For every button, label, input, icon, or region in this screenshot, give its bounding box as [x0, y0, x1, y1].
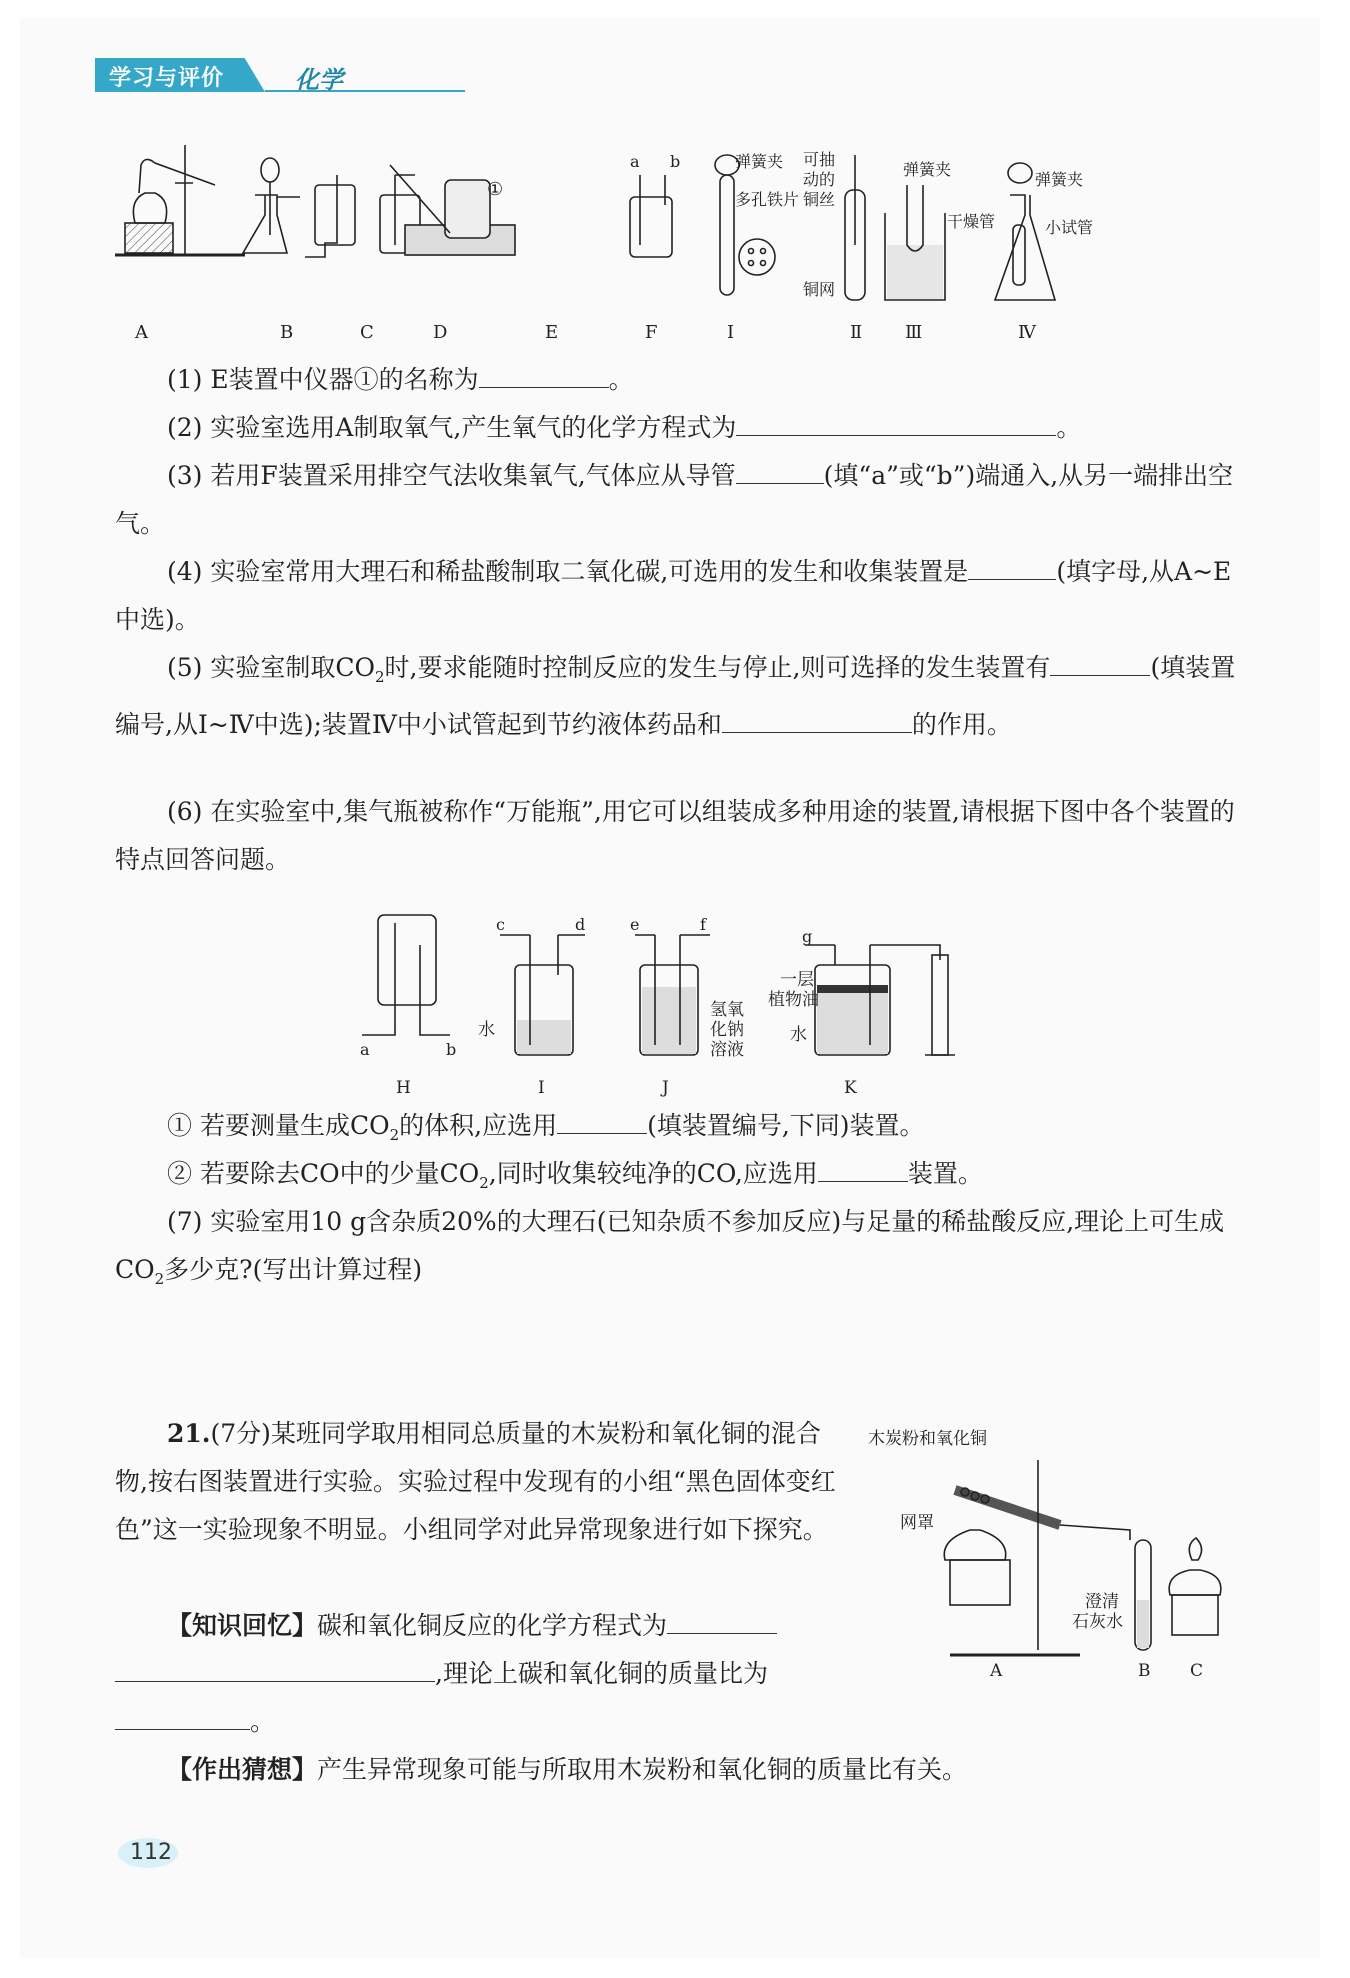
question-5-text-a: (5) 实验室制取CO — [167, 653, 375, 682]
apparatus-i-bottle — [500, 935, 585, 1055]
answer-blank-21b[interactable] — [115, 1657, 435, 1682]
question-6-1: ① 若要测量生成$CO_2$的体积,应选用 (填装置编号,下同)装置。 — [167, 1111, 925, 1144]
fig3-label-b: B — [1138, 1661, 1151, 1680]
label-ii: Ⅱ — [850, 322, 863, 343]
callout-movable-3: 铜丝 — [803, 190, 836, 209]
question-21-number: 21. — [167, 1419, 211, 1448]
fig3-title: 木炭粉和氧化铜 — [868, 1429, 987, 1449]
port-a: a — [630, 152, 640, 171]
label-water-k: 水 — [790, 1025, 807, 1045]
question-2-text: (2) 实验室选用A制取氧气,产生氧气的化学方程式为 — [167, 413, 737, 442]
page-number-text: 112 — [130, 1840, 172, 1865]
question-1-end: 。 — [608, 365, 634, 394]
apparatus-j — [635, 935, 710, 1055]
answer-blank-21a[interactable] — [667, 1609, 777, 1634]
apparatus-iii — [885, 185, 945, 300]
port-d: d — [575, 915, 586, 934]
question-3-text-b: (填“a”或“b”)端通入,从另一端排出空气。 — [115, 461, 1234, 538]
header-subject: 化学 — [295, 65, 343, 94]
answer-blank-1[interactable] — [479, 363, 609, 388]
apparatus-figure-1 — [115, 145, 1245, 345]
answer-blank-6-1[interactable] — [557, 1109, 647, 1134]
question-1 — [115, 356, 1240, 404]
apparatus-figure-3 — [860, 1420, 1240, 1680]
port-h-b: b — [446, 1040, 457, 1059]
label-b: B — [280, 322, 294, 343]
port-e: e — [630, 915, 640, 934]
question-4 — [115, 548, 1240, 644]
label-iii: Ⅲ — [905, 322, 923, 343]
apparatus-fig3-c — [1169, 1538, 1221, 1635]
callout-small-tube: 小试管 — [1045, 218, 1094, 237]
question-6-2-text-b: ,同时收集较纯净的CO,应选用 — [488, 1159, 818, 1188]
callout-porous-plate: 多孔铁片 — [735, 190, 800, 209]
apparatus-figure-2 — [350, 905, 1050, 1105]
label-oil-1: 一层 — [780, 970, 814, 990]
label-naoh-2: 化钠 — [710, 1020, 744, 1040]
port-f: f — [700, 915, 706, 934]
question-5 — [115, 644, 1240, 749]
label-e: E — [545, 322, 559, 343]
label-water-i: 水 — [478, 1020, 495, 1040]
question-5-text-b: 时,要求能随时控制反应的发生与停止,则可选择的发生装置有 — [384, 653, 1051, 682]
question-21-recall — [115, 1602, 850, 1746]
guess-text: 产生异常现象可能与所取用木炭粉和氧化铜的质量比有关。 — [317, 1755, 968, 1784]
callout-spring-clip-1: 弹簧夹 — [735, 152, 784, 171]
callout-copper-mesh: 铜网 — [803, 280, 836, 299]
label-j: J — [662, 1078, 669, 1098]
callout-spring-clip-2: 弹簧夹 — [903, 160, 952, 179]
question-7-text-a: (7) 实验室用10 g含杂质20%的大理石(已知杂质不参加反应)与足量的稀盐酸反应,理论上可生成CO — [115, 1207, 1225, 1284]
fig3-limewater-2: 石灰水 — [1072, 1612, 1123, 1632]
question-21-guess — [115, 1746, 1240, 1794]
apparatus-k — [805, 945, 955, 1055]
answer-blank-5a[interactable] — [1050, 651, 1150, 676]
label-iv: Ⅳ — [1018, 322, 1036, 343]
answer-blank-3[interactable] — [736, 459, 824, 484]
question-5-text-d: 的作用。 — [911, 710, 1012, 739]
callout-movable-2: 动的 — [803, 170, 836, 189]
question-6-1-text-a: ① 若要测量生成CO — [167, 1111, 390, 1140]
question-5-text-c: (填装置编号,从Ⅰ~Ⅳ中选);装置Ⅳ中小试管起到节约液体药品和 — [115, 653, 1236, 739]
question-6-1-text-c: (填装置编号,下同)装置。 — [647, 1111, 925, 1140]
apparatus-a — [115, 145, 245, 255]
question-4-text-a: (4) 实验室常用大理石和稀盐酸制取二氧化碳,可选用的发生和收集装置是 — [167, 557, 969, 586]
question-6 — [115, 788, 1240, 884]
apparatus-b — [243, 158, 300, 253]
apparatus-fig3-b — [1135, 1540, 1151, 1650]
fig3-net-cover: 网罩 — [900, 1513, 934, 1533]
label-i: Ⅰ — [727, 322, 735, 343]
label-naoh-1: 氢氧 — [710, 1000, 744, 1020]
question-6-2-text-a: ② 若要除去CO中的少量CO — [167, 1159, 480, 1188]
label-h: H — [396, 1078, 411, 1098]
recall-text-b: ,理论上碳和氧化铜的质量比为 — [435, 1659, 768, 1688]
question-7-text-b: 多少克?(写出计算过程) — [164, 1255, 423, 1284]
question-4-text-b: (填字母,从A~E中选)。 — [115, 557, 1232, 634]
label-a: A — [135, 322, 148, 343]
guess-tag: 【作出猜想】 — [167, 1755, 318, 1784]
fig3-label-c: C — [1190, 1661, 1204, 1680]
apparatus-f — [630, 152, 680, 257]
answer-blank-5b[interactable] — [722, 708, 912, 733]
recall-text-a: 碳和氧化铜反应的化学方程式为 — [317, 1611, 668, 1640]
callout-movable-1: 可抽 — [803, 150, 836, 169]
label-i2: I — [538, 1078, 545, 1098]
question-1-text: (1) E装置中仪器①的名称为 — [167, 365, 479, 394]
apparatus-e — [390, 165, 515, 255]
apparatus-i — [715, 155, 775, 295]
question-6-text: (6) 在实验室中,集气瓶被称作“万能瓶”,用它可以组装成多种用途的装置,请根据下图中各个装置的特点回答问题。 — [115, 797, 1235, 874]
apparatus-c — [305, 175, 355, 257]
question-3-text-a: (3) 若用F装置采用排空气法收集氧气,气体应从导管 — [167, 461, 736, 490]
header-title: 学习与评价 — [109, 66, 225, 91]
label-d: D — [433, 322, 448, 343]
question-7: (7) 实验室用10 g含杂质20%的大理石(已知杂质不参加反应)与足量的稀盐酸反应,理论上可生成$CO_2$多少克?(写出计算过程) — [115, 1207, 1225, 1288]
answer-blank-4[interactable] — [968, 555, 1056, 580]
question-6-1-text-b: 的体积,应选用 — [399, 1111, 558, 1140]
answer-blank-6-2[interactable] — [818, 1157, 908, 1182]
port-b: b — [670, 152, 681, 171]
apparatus-ii — [845, 155, 865, 300]
question-3 — [115, 452, 1240, 548]
question-2-end: 。 — [1056, 413, 1082, 442]
label-f: F — [645, 322, 658, 343]
callout-spring-clip-3: 弹簧夹 — [1035, 170, 1084, 189]
label-c: C — [360, 322, 374, 343]
apparatus-h — [362, 915, 450, 1035]
port-g: g — [802, 927, 813, 946]
label-naoh-3: 溶液 — [710, 1040, 744, 1060]
recall-end: 。 — [250, 1707, 276, 1736]
question-21-intro: (7分)某班同学取用相同总质量的木炭粉和氧化铜的混合物,按右图装置进行实验。实验过程中发现有的小组“黑色固体变红色”这一实验现象不明显。小组同学对此异常现象进行如下探究。 — [115, 1419, 836, 1544]
fig3-limewater-1: 澄清 — [1085, 1592, 1119, 1612]
page-number — [118, 1838, 178, 1868]
fig3-label-a: A — [990, 1661, 1003, 1680]
question-6-2: ② 若要除去CO中的少量$CO_2$,同时收集较纯净的CO,应选用 装置。 — [167, 1159, 983, 1192]
question-6-2-text-c: 装置。 — [907, 1159, 983, 1188]
question-5-sub: 2 — [374, 668, 385, 686]
answer-blank-21c[interactable] — [115, 1705, 250, 1730]
label-k: K — [844, 1078, 857, 1098]
callout-drying-tube: 干燥管 — [947, 212, 996, 231]
port-h-a: a — [360, 1040, 370, 1059]
label-oil-2: 植物油 — [768, 990, 819, 1010]
circle-mark-1: ① — [487, 179, 504, 200]
port-c: c — [496, 915, 505, 934]
question-21 — [115, 1410, 850, 1554]
answer-blank-2[interactable] — [736, 411, 1056, 436]
question-2 — [115, 404, 1240, 452]
recall-tag: 【知识回忆】 — [167, 1611, 318, 1640]
page-header — [95, 58, 375, 92]
